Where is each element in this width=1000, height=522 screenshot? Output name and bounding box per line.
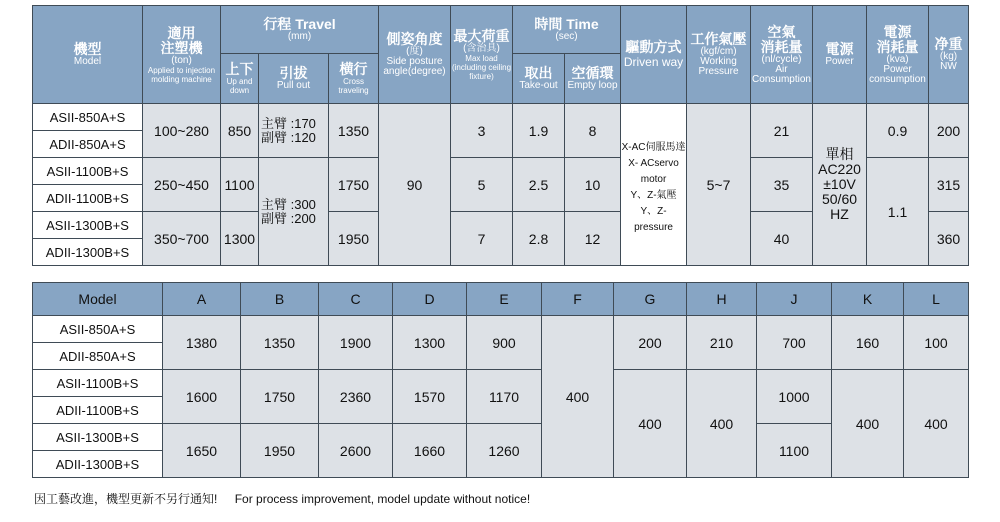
- header-dim-b: B: [241, 283, 319, 316]
- updown-cell: 1300: [221, 212, 259, 266]
- header-drive: 驅動方式 Driven way: [621, 6, 687, 104]
- header-dim-f: F: [542, 283, 614, 316]
- header-air: 空氣 消耗量 (nl/cycle) Air Consumption: [751, 6, 813, 104]
- dim-c-cell: 2360: [319, 370, 393, 424]
- dim-b-cell: 1750: [241, 370, 319, 424]
- dim-a-cell: 1600: [163, 370, 241, 424]
- footnote-en: For process improvement, model update without notice!: [234, 492, 531, 506]
- dimensions-table: [32, 282, 969, 478]
- dim-l-cell: 400: [904, 370, 969, 478]
- header-travel: 行程 Travel (mm): [221, 6, 379, 54]
- spec-table: [32, 5, 969, 266]
- dim-j-cell: 700: [757, 316, 832, 370]
- dim-f-cell: 400: [542, 316, 614, 478]
- empty-loop-cell: 10: [565, 158, 621, 212]
- header-dim-a: A: [163, 283, 241, 316]
- air-cell: 21: [751, 104, 813, 158]
- header-dim-j: J: [757, 283, 832, 316]
- header-load: 最大荷重 (含治具) Max load (including ceiling fixture): [451, 6, 513, 104]
- model-cell: ADII-1300B+S: [33, 239, 143, 266]
- dim-d-cell: 1660: [393, 424, 467, 478]
- imm-cell: 250~450: [143, 158, 221, 212]
- cross-cell: 1750: [329, 158, 379, 212]
- model-cell: ADII-850A+S: [33, 343, 163, 370]
- dim-h-cell: 210: [687, 316, 757, 370]
- model-cell: ADII-1100B+S: [33, 185, 143, 212]
- model-cell: ASII-1300B+S: [33, 212, 143, 239]
- dim-a-cell: 1380: [163, 316, 241, 370]
- load-cell: 3: [451, 104, 513, 158]
- dim-a-cell: 1650: [163, 424, 241, 478]
- model-cell: ASII-850A+S: [33, 316, 163, 343]
- dim-j-cell: 1100: [757, 424, 832, 478]
- dim-e-cell: 1260: [467, 424, 542, 478]
- model-cell: ASII-1100B+S: [33, 370, 163, 397]
- dim-c-cell: 1900: [319, 316, 393, 370]
- header-dim-l: L: [904, 283, 969, 316]
- header-time: 時間 Time (sec): [513, 6, 621, 54]
- empty-loop-cell: 12: [565, 212, 621, 266]
- header-dim-c: C: [319, 283, 393, 316]
- dim-j-cell: 1000: [757, 370, 832, 424]
- header-takeout: 取出 Take-out: [513, 54, 565, 104]
- angle-cell: 90: [379, 104, 451, 266]
- header-dim-d: D: [393, 283, 467, 316]
- header-cross: 横行 Cross traveling: [329, 54, 379, 104]
- model-cell: ASII-1100B+S: [33, 158, 143, 185]
- header-dim-k: K: [832, 283, 904, 316]
- updown-cell: 1100: [221, 158, 259, 212]
- header-empty-loop: 空循環 Empty loop: [565, 54, 621, 104]
- header-dim-g: G: [614, 283, 687, 316]
- updown-cell: 850: [221, 104, 259, 158]
- air-cell: 35: [751, 158, 813, 212]
- power-cell: 單相 AC220 ±10V 50/60 HZ: [813, 104, 867, 266]
- header-dim-e: E: [467, 283, 542, 316]
- dim-d-cell: 1570: [393, 370, 467, 424]
- weight-cell: 315: [929, 158, 969, 212]
- power-consumption-cell: 1.1: [867, 158, 929, 266]
- header-updown: 上下 Up and down: [221, 54, 259, 104]
- load-cell: 5: [451, 158, 513, 212]
- takeout-cell: 2.8: [513, 212, 565, 266]
- takeout-cell: 2.5: [513, 158, 565, 212]
- header-pressure: 工作氣壓 (kgf/cm) Working Pressure: [687, 6, 751, 104]
- model-cell: ASII-1300B+S: [33, 424, 163, 451]
- header-power-consumption: 電源 消耗量 (kva) Power consumption: [867, 6, 929, 104]
- drive-cell: X-AC伺服馬達 X- ACservo motor Y、Z-氣壓 Y、Z- pressure: [621, 104, 687, 266]
- cross-cell: 1350: [329, 104, 379, 158]
- weight-cell: 360: [929, 212, 969, 266]
- header-weight: 净重 (kg) NW: [929, 6, 969, 104]
- header-dim-model: Model: [33, 283, 163, 316]
- power-consumption-cell: 0.9: [867, 104, 929, 158]
- model-cell: ASII-850A+S: [33, 104, 143, 131]
- header-dim-h: H: [687, 283, 757, 316]
- cross-cell: 1950: [329, 212, 379, 266]
- dim-k-cell: 160: [832, 316, 904, 370]
- weight-cell: 200: [929, 104, 969, 158]
- dim-b-cell: 1950: [241, 424, 319, 478]
- header-angle: 側姿角度 (度) Side posture angle(degree): [379, 6, 451, 104]
- model-cell: ADII-850A+S: [33, 131, 143, 158]
- dim-c-cell: 2600: [319, 424, 393, 478]
- dim-g-cell: 200: [614, 316, 687, 370]
- imm-cell: 100~280: [143, 104, 221, 158]
- load-cell: 7: [451, 212, 513, 266]
- pressure-cell: 5~7: [687, 104, 751, 266]
- dim-k-cell: 400: [832, 370, 904, 478]
- empty-loop-cell: 8: [565, 104, 621, 158]
- header-power: 電源 Power: [813, 6, 867, 104]
- pullout-cell: 主臂 :300 副臂 :200: [259, 158, 329, 266]
- dim-e-cell: 900: [467, 316, 542, 370]
- air-cell: 40: [751, 212, 813, 266]
- model-cell: ADII-1100B+S: [33, 397, 163, 424]
- dim-e-cell: 1170: [467, 370, 542, 424]
- footnote: [34, 490, 530, 507]
- header-imm: 適用 注塑機 (ton) Applied to injection molding machine: [143, 6, 221, 104]
- dim-h-cell: 400: [687, 370, 757, 478]
- dim-b-cell: 1350: [241, 316, 319, 370]
- header-pullout: 引拔 Pull out: [259, 54, 329, 104]
- dim-d-cell: 1300: [393, 316, 467, 370]
- model-cell: ADII-1300B+S: [33, 451, 163, 478]
- header-model: 機型 Model: [33, 6, 143, 104]
- pullout-cell: 主臂 :170 副臂 :120: [259, 104, 329, 158]
- dim-g-cell: 400: [614, 370, 687, 478]
- dim-l-cell: 100: [904, 316, 969, 370]
- imm-cell: 350~700: [143, 212, 221, 266]
- footnote-cn: 因工藝改進，機型更新不另行通知!: [34, 492, 218, 506]
- takeout-cell: 1.9: [513, 104, 565, 158]
